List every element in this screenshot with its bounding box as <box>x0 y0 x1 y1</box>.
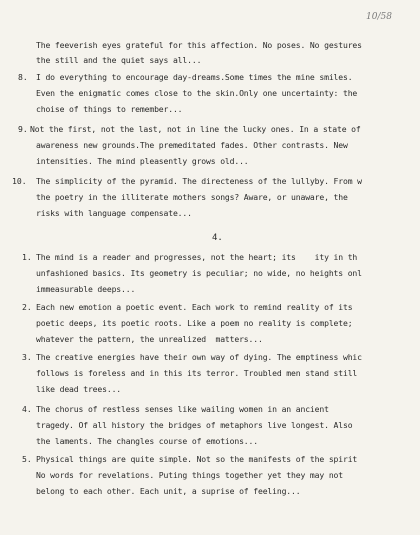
item-number: 3. <box>22 352 32 362</box>
text-line: belong to each other. Each unit, a suprise of feeling... <box>36 486 301 496</box>
text-line: The creative energies have their own way of dying. The emptiness whic <box>36 352 362 362</box>
text-line: unfashioned basics. Its geometry is peculiar; no wide, no heights onl <box>36 268 362 278</box>
section-marker: 4. <box>212 233 223 243</box>
text-line: Not the first, not the last, not in line the lucky ones. In a state of <box>30 124 361 134</box>
text-line: like dead trees... <box>36 384 122 394</box>
text-line: the still and the quiet says all... <box>36 55 202 65</box>
text-line: The feeverish eyes grateful for this affection. No poses. No gestures <box>36 40 362 50</box>
text-line: risks with language compensate... <box>36 208 192 218</box>
text-line: awareness new grounds.The premeditated fades. Other contrasts. New <box>36 140 348 150</box>
item-number: 10. <box>12 176 27 186</box>
item-number: 1. <box>22 252 32 262</box>
text-line: The simplicity of the pyramid. The directeness of the lullyby. From w <box>36 176 362 186</box>
item-number: 4. <box>22 404 32 414</box>
page-number: 10/58 <box>366 12 392 22</box>
text-line: I do everything to encourage day-dreams.Some times the mine smiles. <box>36 72 353 82</box>
item-number: 8. <box>18 72 28 82</box>
text-line: Even the enigmatic comes close to the skin.Only one uncertainty: the <box>36 88 358 98</box>
text-line: intensities. The mind pleasently grows old... <box>36 156 249 166</box>
text-line: The mind is a reader and progresses, not the heart; its ity in th <box>36 252 358 262</box>
text-line: Each new emotion a poetic event. Each work to remind reality of its <box>36 302 353 312</box>
item-number: 2. <box>22 302 32 312</box>
text-line: Physical things are quite simple. Not so the manifests of the spirit <box>36 454 358 464</box>
text-line: follows is foreless and in this its terror. Troubled men stand still <box>36 368 358 378</box>
text-line: the laments. The changles course of emotions... <box>36 436 258 446</box>
text-line: tragedy. Of all history the bridges of metaphors live longest. Also <box>36 420 353 430</box>
text-line: choise of things to remember... <box>36 104 183 114</box>
text-line: the poetry in the illiterate mothers songs? Aware, or unaware, the <box>36 192 348 202</box>
text-line: immeasurable deeps... <box>36 284 136 294</box>
text-line: whatever the pattern, the unrealized matters... <box>36 334 263 344</box>
text-line: No words for revelations. Puting things together yet they may not <box>36 470 343 480</box>
item-number: 9. <box>18 124 28 134</box>
text-line: poetic deeps, its poetic roots. Like a poem no reality is complete; <box>36 318 353 328</box>
item-number: 5. <box>22 454 32 464</box>
text-line: The chorus of restless senses like wailing women in an ancient <box>36 404 329 414</box>
